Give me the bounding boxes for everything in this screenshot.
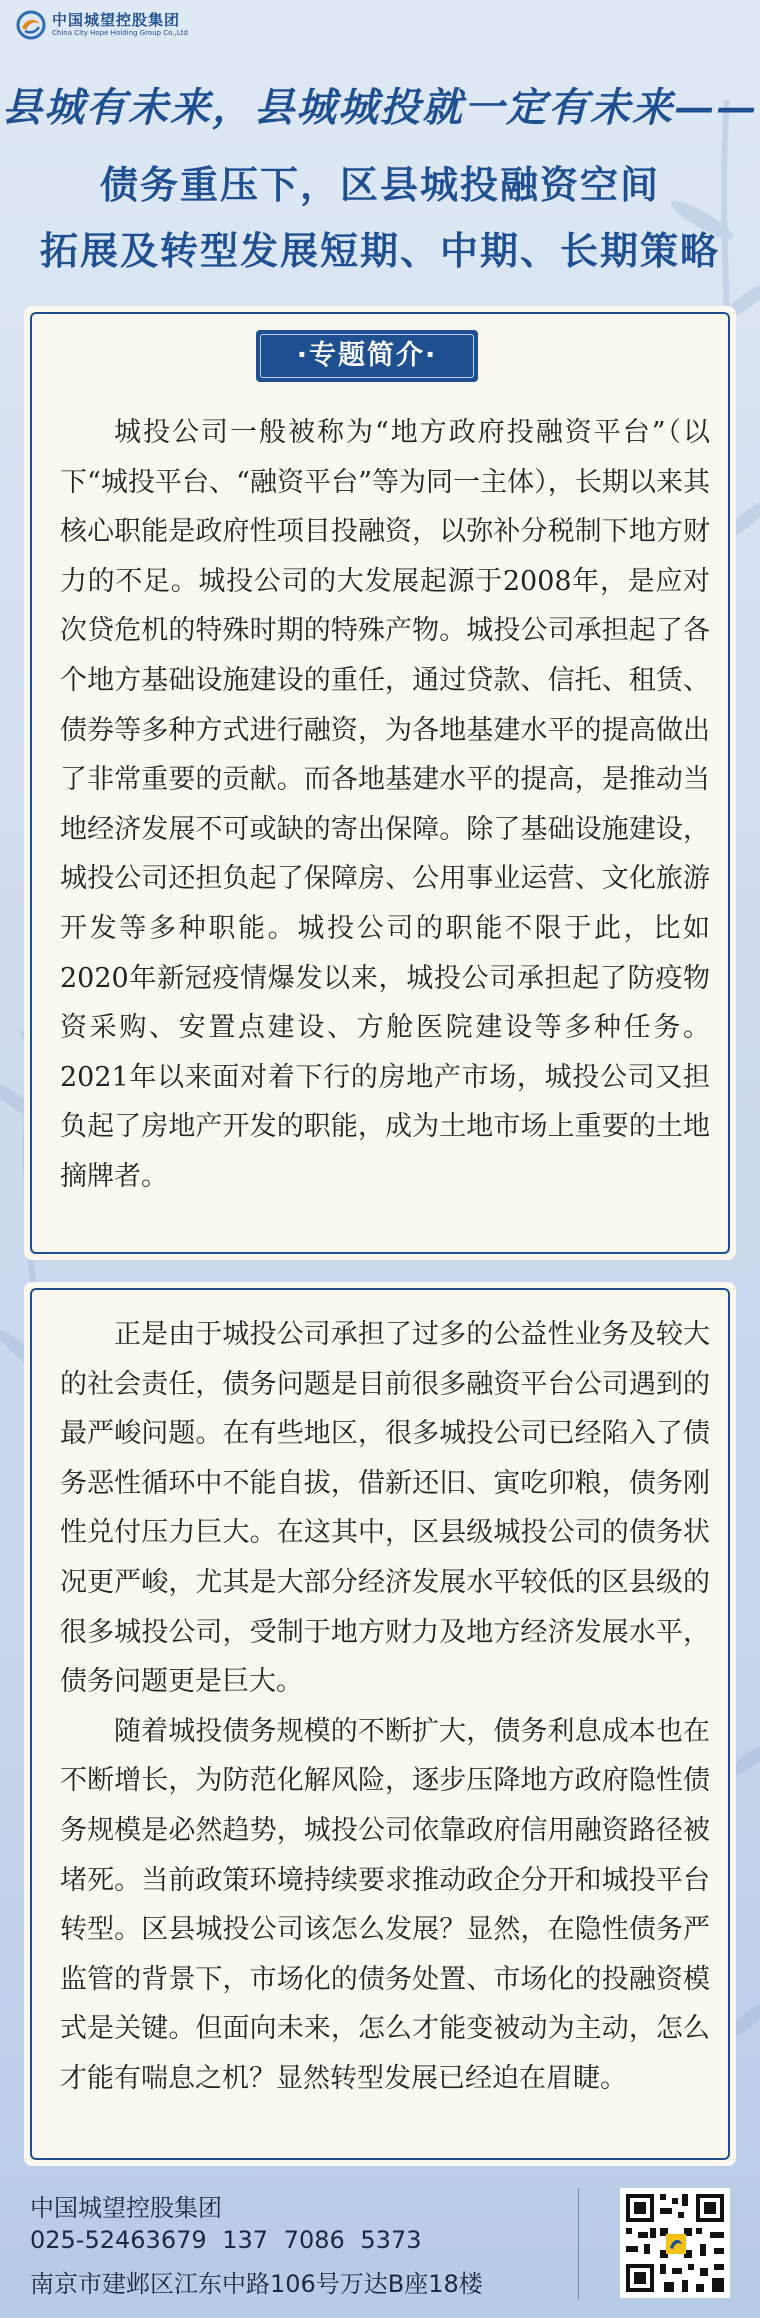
footer-phone[interactable]: 025-52463679 137 7086 5373 bbox=[30, 2226, 422, 2254]
detail-text bbox=[60, 1310, 710, 2104]
logo-company-name: 中国城望控股集团 bbox=[52, 11, 181, 29]
title-line-1: 县城有未来，县城城投就一定有未来—— bbox=[2, 84, 758, 131]
section-badge: ·专题简介· bbox=[256, 330, 478, 382]
company-logo[interactable] bbox=[16, 10, 188, 40]
swirl-logo-icon bbox=[16, 10, 46, 40]
qr-code-icon[interactable] bbox=[620, 2188, 730, 2298]
header bbox=[0, 0, 760, 40]
paragraph: 随着城投债务规模的不断扩大，债务利息成本也在不断增长，为防范化解风险，逐步压降地方政府隐性债务规模是必然趋势，城投公司依靠政府信用融资路径被堵死。当前政策环境持续要求推动政企分开和城投平台转型。区县城投公司该怎么发展？显然，在隐性债务严监管的背景下，市场化的债务处置、市场化的投融资模式是关键。但面向未来，怎么才能变被动为主动，怎么才能有喘息之机？显然转型发展已经迫在眉睫。 bbox=[60, 1715, 710, 2094]
logo-company-name-en: China City Hope Holding Group Co.,Ltd bbox=[52, 29, 188, 37]
footer-company-name: 中国城望控股集团 bbox=[30, 2194, 222, 2222]
title-line-2: 债务重压下，区县城投融资空间 bbox=[99, 162, 660, 207]
intro-text bbox=[60, 408, 710, 1202]
footer-address: 南京市建邺区江东中路106号万达B座18楼 bbox=[30, 2270, 483, 2298]
paragraph: 正是由于城投公司承担了过多的公益性业务及较大的社会责任，债务问题是目前很多融资平台公司遇到的最严峻问题。在有些地区，很多城投公司已经陷入了债务恶性循环中不能自拔，借新还旧、寅吃卯粮，债务刚性兑付压力巨大。在这其中，区县级城投公司的债务状况更严峻，尤其是大部分经济发展水平较低的区县级的很多城投公司，受制于地方财力及地方经济发展水平，债务问题更是巨大。 bbox=[60, 1319, 710, 1698]
footer-divider bbox=[578, 2188, 579, 2300]
title-line-3: 拓展及转型发展短期、中期、长期策略 bbox=[39, 228, 720, 273]
paragraph: 城投公司一般被称为“地方政府投融资平台”（以下“城投平台、“融资平台”等为同一主体），长期以来其核心职能是政府性项目投融资，以弥补分税制下地方财力的不足。城投公司的大发展起源于2008年，是应对次贷危机的特殊时期的特殊产物。城投公司承担起了各个地方基础设施建设的重任，通过贷款、信托、租赁、债券等多种方式进行融资，为各地基建水平的提高做出了非常重要的贡献。而各地基建水平的提高，是推动当地经济发展不可或缺的寄出保障。除了基础设施建设，城投公司还担负起了保障房、公用事业运营、文化旅游开发等多种职能。城投公司的职能不限于此，比如2020年新冠疫情爆发以来，城投公司承担起了防疫物资采购、安置点建设、方舱医院建设等多种任务。2021年以来面对着下行的房地产市场，城投公司又担负起了房地产开发的职能，成为土地市场上重要的土地摘牌者。 bbox=[60, 417, 710, 1192]
